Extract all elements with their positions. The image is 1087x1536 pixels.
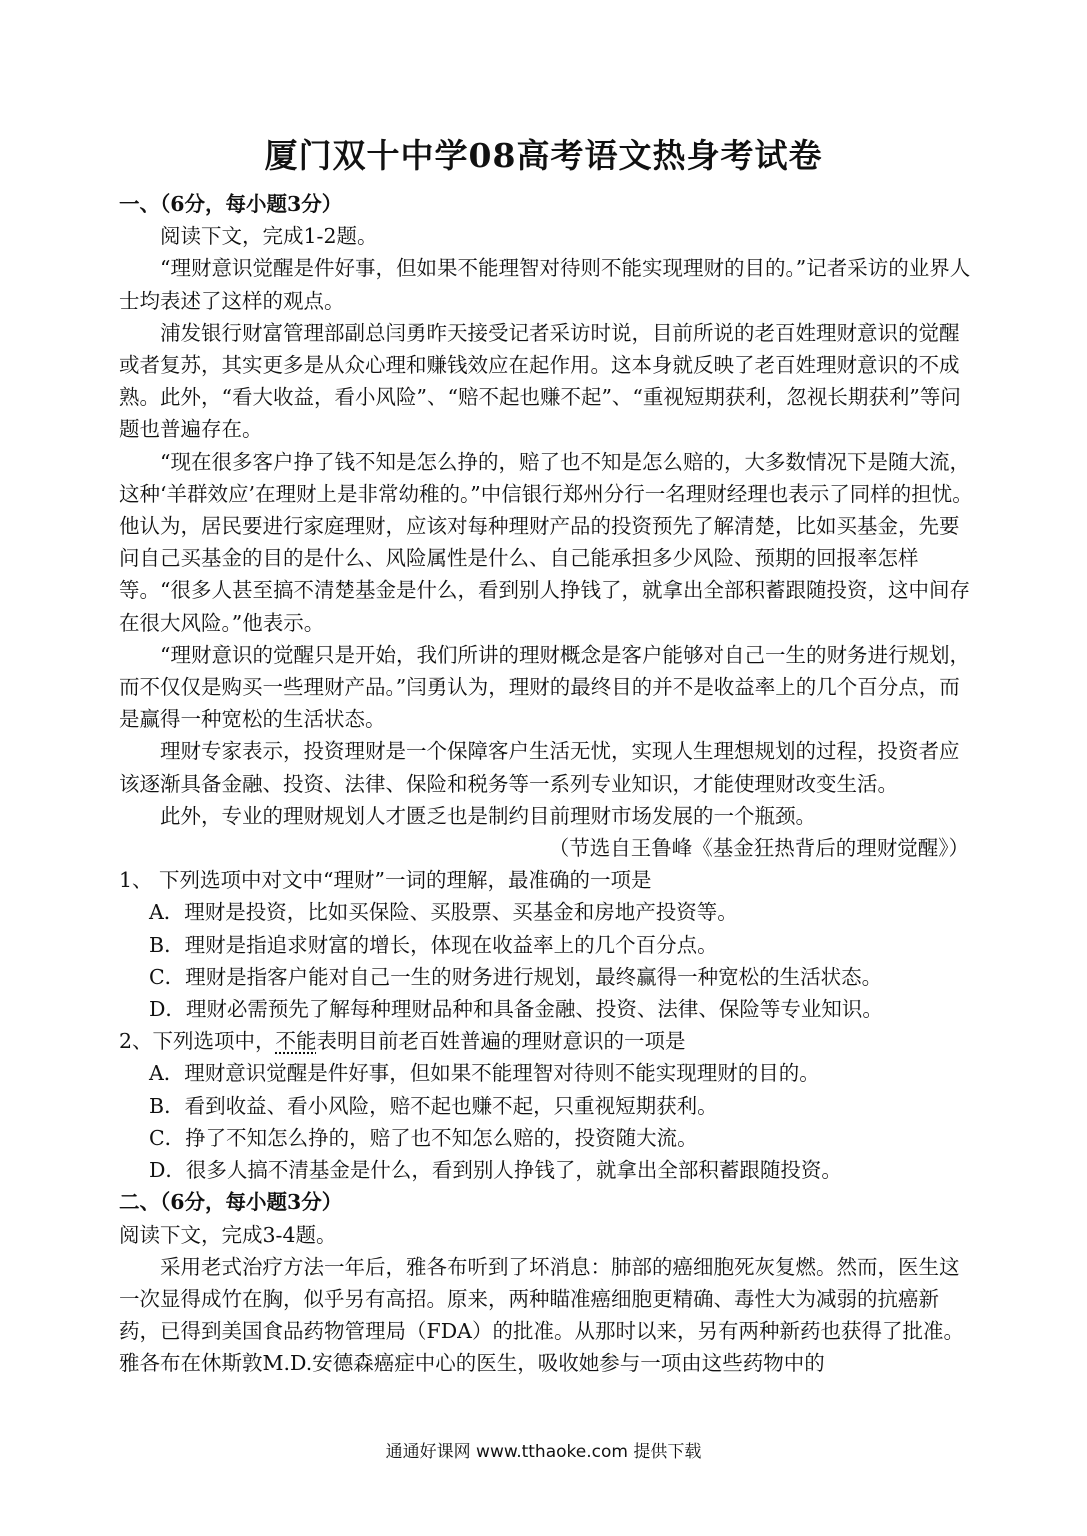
passage-paragraph-2: 浦发银行财富管理部副总闫勇昨天接受记者采访时说，目前所说的老百姓理财意识的觉醒或者复苏，其实更多是从众心理和赚钱效应在起作用。这本身就反映了老百姓理财意识的不成熟。此外，“看大收益，看小风险”、“赔不起也赚不起”、“重视短期获利，忽视长期获利”等问题也普遍存在。 xyxy=(119,320,961,442)
passage-paragraph-5: 理财专家表示，投资理财是一个保障客户生活无忧，实现人生理想规划的过程，投资者应该逐渐具备金融、投资、法律、保险和税务等一系列专业知识，才能使理财改变生活。 xyxy=(119,739,960,796)
passage-paragraph-1: “理财意识觉醒是件好事，但如果不能理智对待则不能实现理财的目的。”记者采访的业界人士均表述了这样的观点。 xyxy=(119,256,971,313)
page-content xyxy=(119,188,979,1380)
question-1-options xyxy=(119,896,979,1025)
page-footer: 通通好课网 www.tthaoke.com 提供下载 xyxy=(385,1442,702,1462)
question-2-options xyxy=(119,1057,979,1186)
section-1-instruction: 阅读下文，完成1-2题。 xyxy=(160,224,378,249)
question-1-option-c: C．理财是指客户能对自己一生的财务进行规划，最终赢得一种宽松的生活状态。 xyxy=(149,964,883,989)
question-2-stem-before: 2、下列选项中， xyxy=(119,1029,276,1054)
page-title: 厦门双十中学08高考语文热身考试卷 xyxy=(264,136,823,175)
passage-paragraph-6: 此外，专业的理财规划人才匮乏也是制约目前理财市场发展的一个瓶颈。 xyxy=(160,803,816,828)
question-2-stem xyxy=(119,1025,979,1057)
question-2-option-d: D．很多人搞不清基金是什么，看到别人挣钱了，就拿出全部积蓄跟随投资。 xyxy=(149,1158,842,1183)
section-2-paragraph: 采用老式治疗方法一年后，雅各布听到了坏消息：肺部的癌细胞死灰复燃。然而，医生这一次显得成竹在胸，似乎另有高招。原来，两种瞄准癌细胞更精确、毒性大为减弱的抗癌新药，已得到美国食品药物管理局（FDA）的批准。从那时以来，另有两种新药也获得了批准。雅各布在休斯敦M.D.安德森癌症中心的医生，吸收她参与一项由这些药物中的 xyxy=(119,1254,964,1376)
section-2-instruction: 阅读下文，完成3-4题。 xyxy=(119,1222,337,1247)
question-2-option-a: A．理财意识觉醒是件好事，但如果不能理智对待则不能实现理财的目的。 xyxy=(149,1061,820,1086)
question-1-option-b: B．理财是指追求财富的增长，体现在收益率上的几个百分点。 xyxy=(149,932,718,957)
passage-paragraph-3: “现在很多客户挣了钱不知是怎么挣的，赔了也不知是怎么赔的，大多数情况下是随大流，这种‘羊群效应’在理财上是非常幼稚的。”中信银行郑州分行一名理财经理也表示了同样的担忧。他认为，居民要进行家庭理财，应该对每种理财产品的投资预先了解清楚，比如买基金，先要问自己买基金的目的是什么、风险属性是什么、自己能承担多少风险、预期的回报率怎样等。“很多人甚至搞不清楚基金是什么，看到别人挣钱了，就拿出全部积蓄跟随投资，这中间存在很大风险。”他表示。 xyxy=(119,449,973,635)
question-1-option-a: A．理财是投资，比如买保险、买股票、买基金和房地产投资等。 xyxy=(149,900,738,925)
question-2-option-c: C．挣了不知怎么挣的，赔了也不知怎么赔的，投资随大流。 xyxy=(149,1125,698,1150)
question-1-option-d: D．理财必需预先了解每种理财品种和具备金融、投资、法律、保险等专业知识。 xyxy=(149,997,883,1022)
question-1-stem: 1、 下列选项中对文中“理财”一词的理解，最准确的一项是 xyxy=(119,868,652,893)
question-2-option-b: B．看到收益、看小风险，赔不起也赚不起，只重视短期获利。 xyxy=(149,1093,718,1118)
section-2-heading: 二、（6分，每小题3分） xyxy=(119,1190,343,1215)
passage-paragraph-4: “理财意识的觉醒只是开始，我们所讲的理财概念是客户能够对自己一生的财务进行规划，而不仅仅是购买一些理财产品。”闫勇认为，理财的最终目的并不是收益率上的几个百分点，而是赢得一种宽松的生活状态。 xyxy=(119,642,970,732)
question-2-stem-after: 表明目前老百姓普遍的理财意识的一项是 xyxy=(316,1029,686,1054)
question-2-emphasis: 不能 xyxy=(275,1029,317,1054)
passage-source: （节选自王鲁峰《基金狂热背后的理财觉醒》） xyxy=(548,836,969,861)
section-1-heading: 一、（6分，每小题3分） xyxy=(119,192,343,216)
